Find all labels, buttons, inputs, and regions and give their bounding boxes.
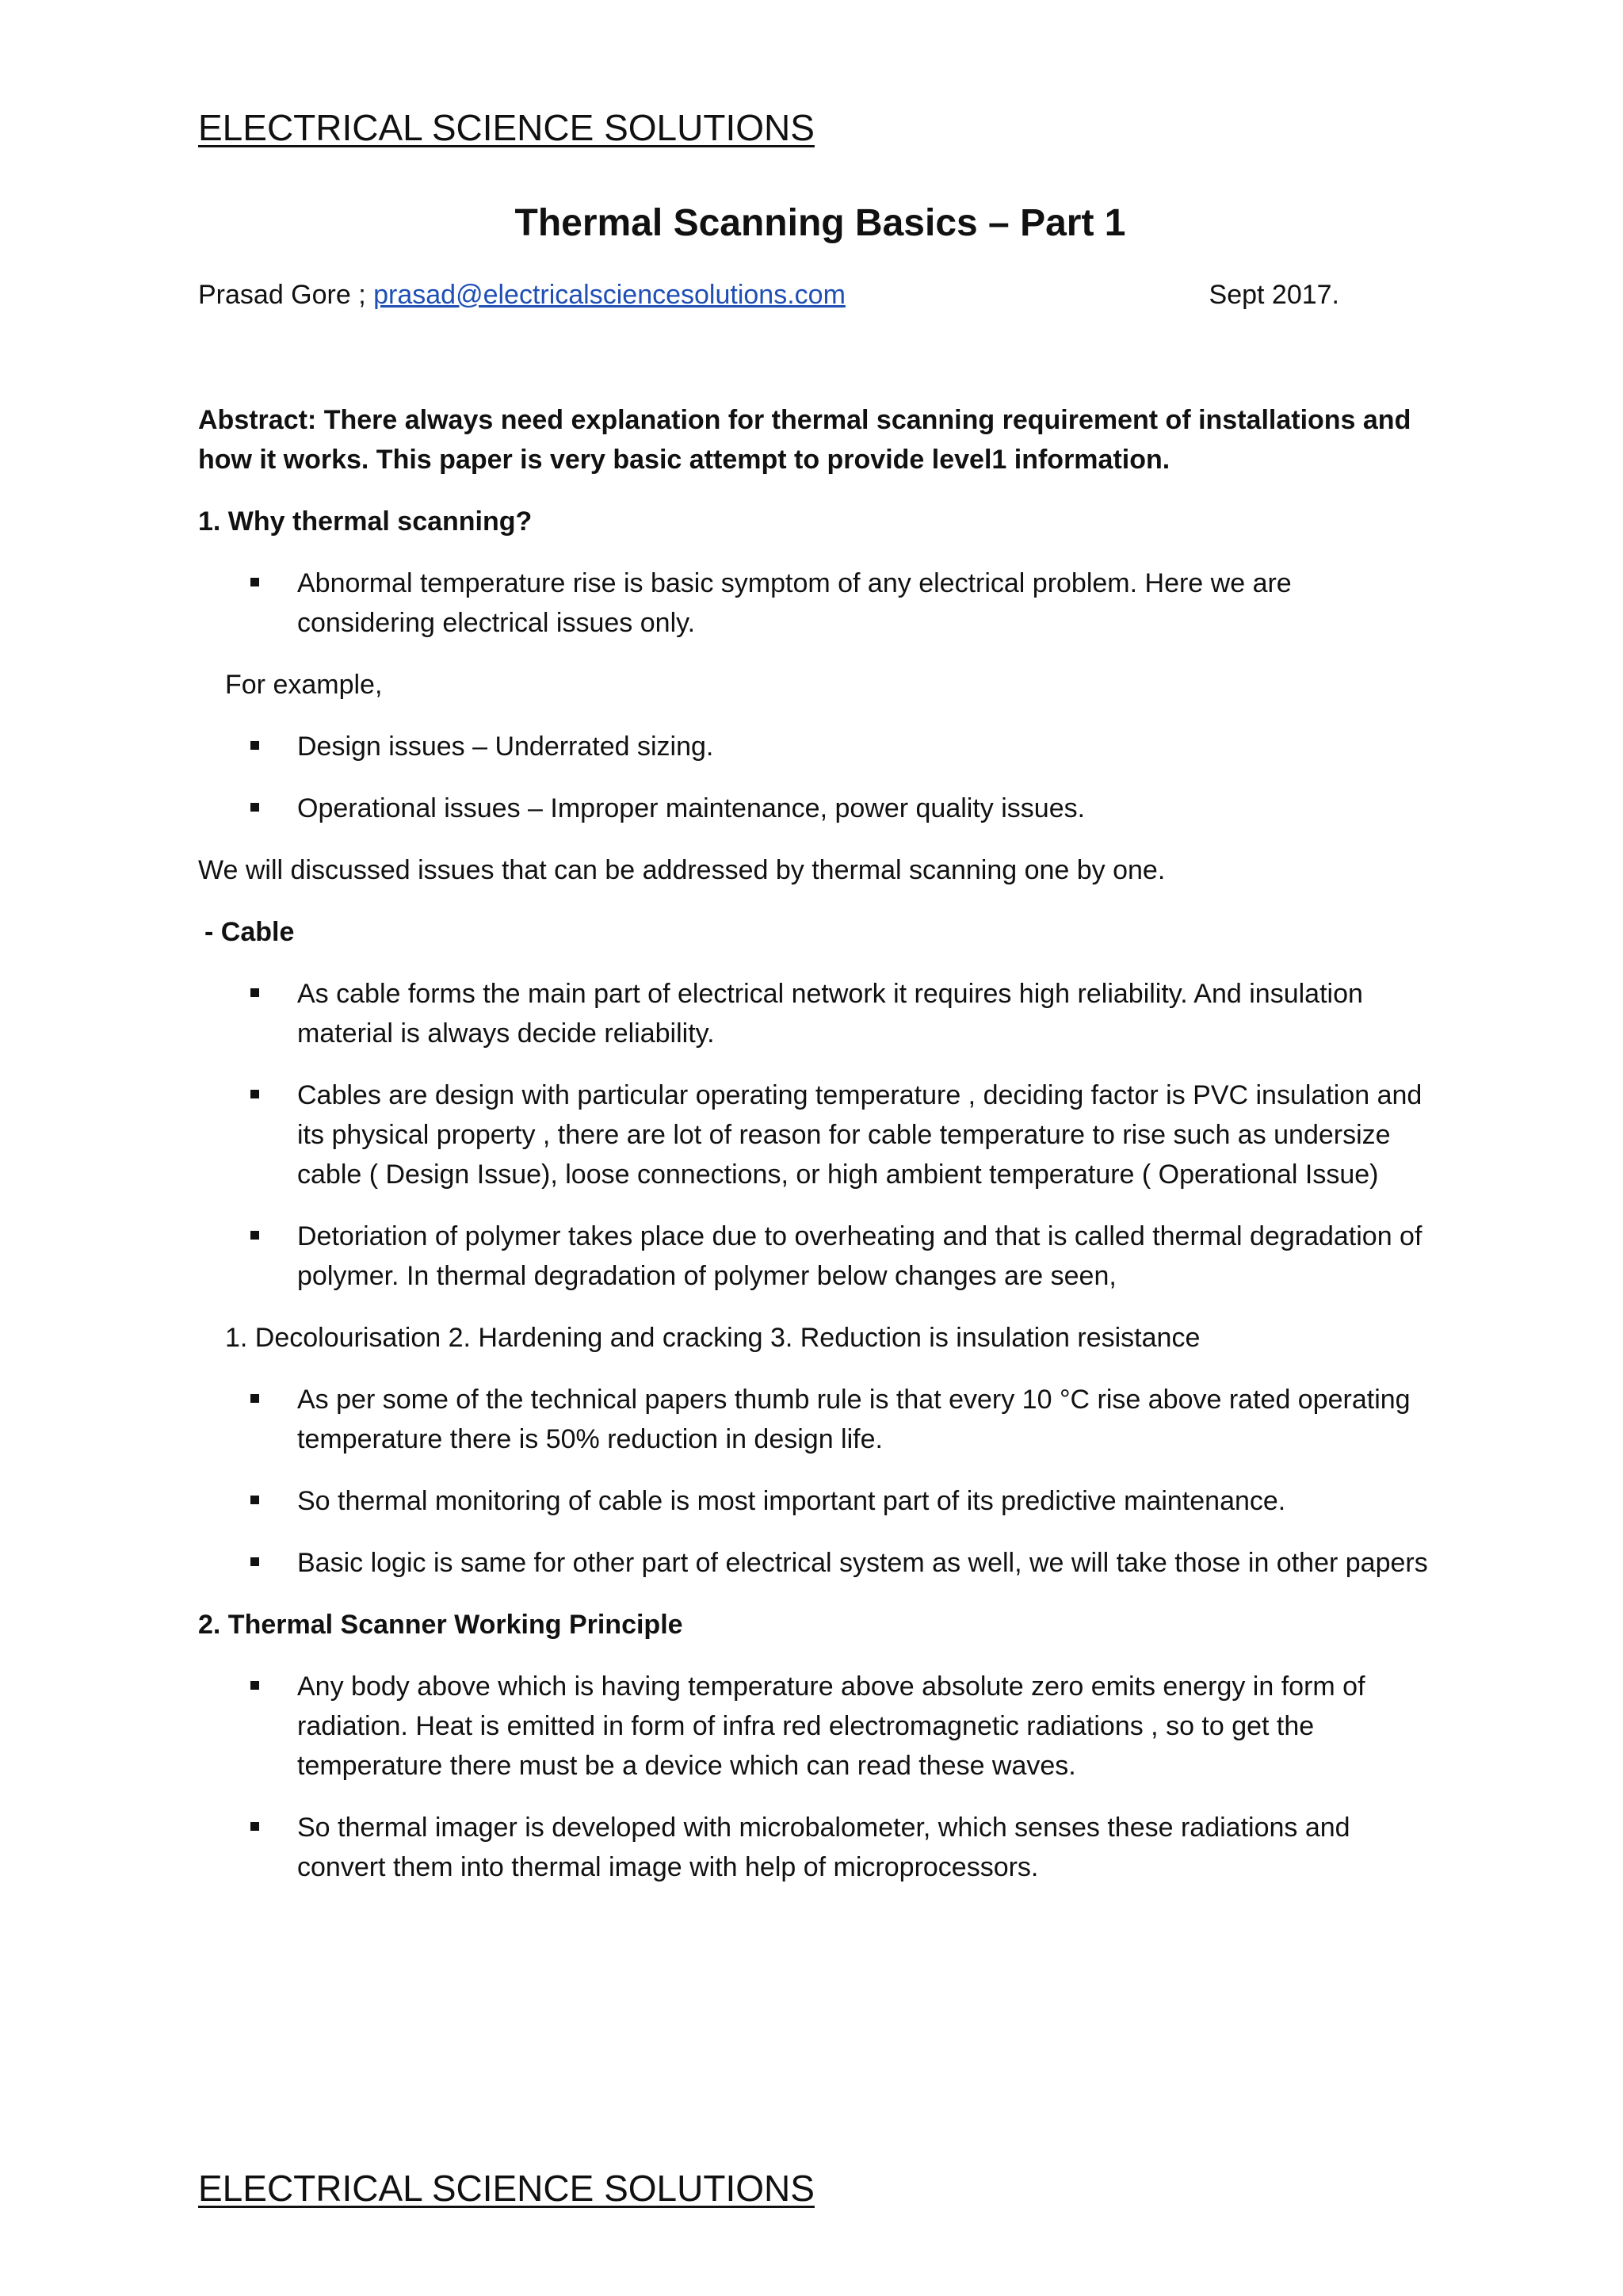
list-item [198, 1481, 1434, 1521]
list-item-text: As cable forms the main part of electrical network it requires high reliability. And insulation material is always decide reliability. [297, 979, 1363, 1049]
list-item-text: Abnormal temperature rise is basic symptom of any electrical problem. Here we are considering electrical issues only. [297, 568, 1292, 638]
list-item [198, 727, 1434, 766]
changes-list: 1. Decolourisation 2. Hardening and cracking 3. Reduction is insulation resistance [225, 1323, 1201, 1353]
square-bullet-icon [250, 1822, 259, 1831]
square-bullet-icon [250, 741, 259, 750]
list-item-text: Any body above which is having temperature above absolute zero emits energy in form of radiation. Heat is emitted in form of infra red electromagnetic radiations , so to get the temperature there must be a device which can read these waves. [297, 1671, 1365, 1781]
list-item [198, 1217, 1434, 1296]
for-example-text: For example, [225, 670, 383, 700]
discussion-text: We will discussed issues that can be addressed by thermal scanning one by one. [198, 855, 1166, 885]
square-bullet-icon [250, 988, 259, 997]
author-name: Prasad Gore ; [198, 280, 374, 310]
square-bullet-icon [250, 1681, 259, 1690]
section-heading-working-principle: 2. Thermal Scanner Working Principle [198, 1610, 683, 1640]
list-item-text: Detoriation of polymer takes place due to overheating and that is called thermal degradation of polymer. In thermal degradation of polymer below changes are seen, [297, 1221, 1423, 1291]
square-bullet-icon [250, 1496, 259, 1504]
subheading-cable: - Cable [204, 917, 295, 947]
square-bullet-icon [250, 1090, 259, 1098]
byline [198, 277, 1339, 312]
document-title: Thermal Scanning Basics – Part 1 [514, 202, 1126, 244]
list-item [198, 1667, 1434, 1786]
list-item [198, 1543, 1434, 1583]
header-brand: ELECTRICAL SCIENCE SOLUTIONS [198, 107, 815, 148]
list-item [198, 563, 1434, 643]
publication-date: Sept 2017. [1209, 280, 1339, 310]
author-email-link[interactable]: prasad@electricalsciencesolutions.com [373, 280, 846, 310]
section-heading-why-thermal-scanning: 1. Why thermal scanning? [198, 506, 533, 537]
square-bullet-icon [250, 578, 259, 586]
footer-brand: ELECTRICAL SCIENCE SOLUTIONS [198, 2168, 815, 2209]
list-item-text: So thermal imager is developed with microbalometer, which senses these radiations and convert them into thermal image with help of microprocessors. [297, 1813, 1350, 1882]
list-item [198, 1075, 1434, 1194]
list-item-text: Cables are design with particular operating temperature , deciding factor is PVC insulation and its physical property , there are lot of reason for cable temperature to rise such as undersize cable ( Design Issue), loose connections, or high ambient temperature ( Operational Issue) [297, 1080, 1423, 1190]
bullet-list [198, 563, 1434, 643]
square-bullet-icon [250, 1557, 259, 1566]
bullet-list [198, 974, 1434, 1296]
list-item [198, 1380, 1434, 1459]
square-bullet-icon [250, 1231, 259, 1240]
list-item-text: Design issues – Underrated sizing. [297, 732, 714, 762]
bullet-list [198, 1667, 1434, 1887]
abstract: Abstract: There always need explanation for thermal scanning requirement of installations and how it works. This paper is very basic attempt to provide level1 information. [198, 405, 1411, 475]
list-item-text: So thermal monitoring of cable is most important part of its predictive maintenance. [297, 1486, 1286, 1516]
list-item [198, 789, 1434, 828]
document-body [198, 400, 1434, 1909]
list-item-text: As per some of the technical papers thumb rule is that every 10 °C rise above rated operating temperature there is 50% reduction in design life. [297, 1385, 1411, 1454]
square-bullet-icon [250, 1394, 259, 1403]
bullet-list [198, 727, 1434, 828]
square-bullet-icon [250, 803, 259, 812]
list-item [198, 1808, 1434, 1887]
bullet-list [198, 1380, 1434, 1583]
list-item-text: Operational issues – Improper maintenance, power quality issues. [297, 793, 1086, 823]
list-item-text: Basic logic is same for other part of electrical system as well, we will take those in other papers [297, 1548, 1428, 1578]
list-item [198, 974, 1434, 1053]
